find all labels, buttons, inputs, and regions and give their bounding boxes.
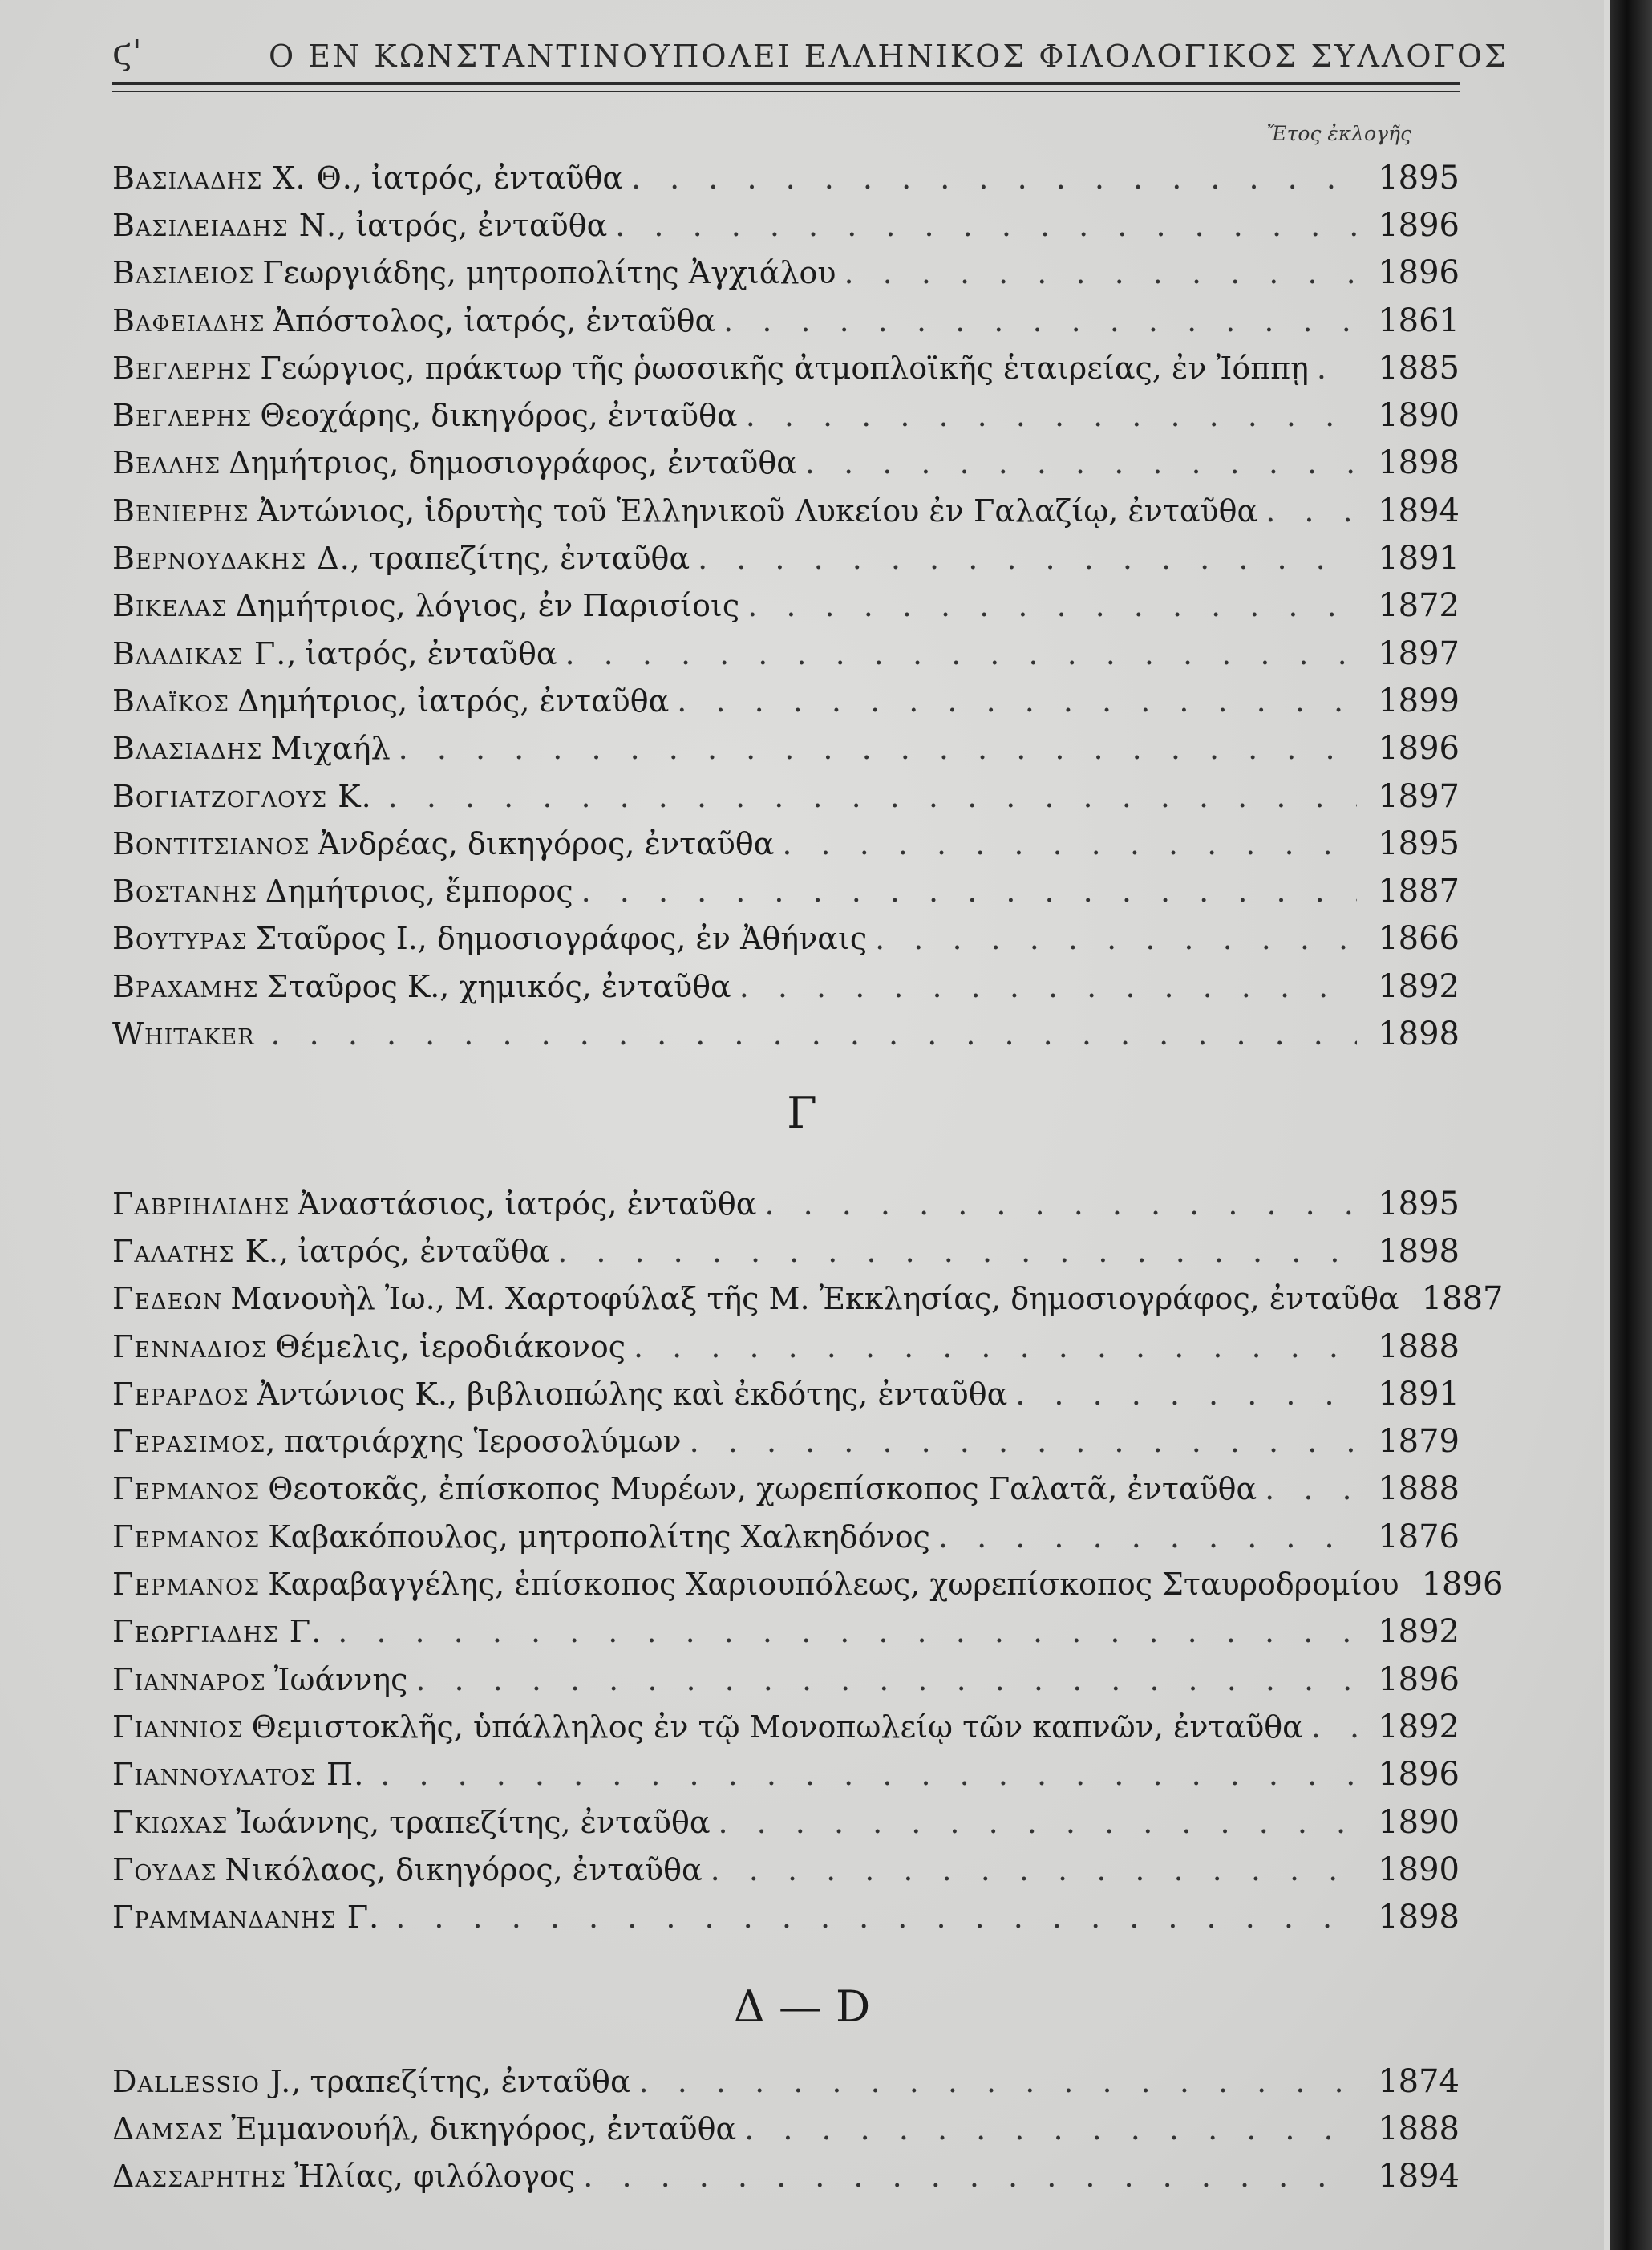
member-name: Γερασιμος, (112, 1424, 277, 1460)
election-year: 1888 (1378, 2110, 1460, 2147)
dot-leader (805, 445, 1357, 480)
list-item (112, 1370, 1460, 1417)
list-item (112, 2057, 1460, 2105)
member-list-section-b (112, 154, 1460, 1058)
member-description: Μιχαήλ (270, 731, 391, 767)
list-item (112, 1227, 1460, 1275)
dot-leader (1265, 1471, 1357, 1506)
election-year: 1897 (1378, 634, 1460, 672)
member-name: Dallessio J., (112, 2063, 302, 2099)
list-item (112, 867, 1460, 914)
election-year: 1895 (1378, 159, 1460, 197)
member-description: Καβακόπουλος, μητροπολίτης Χαλκηδόνος (268, 1518, 930, 1555)
member-name: Βοντιτσιανος (112, 825, 310, 861)
list-item (112, 344, 1460, 391)
member-list-section-d (112, 2057, 1460, 2200)
election-year: 1887 (1378, 873, 1460, 910)
election-year: 1892 (1378, 967, 1460, 1005)
member-description: Ἰωάννης (273, 1661, 408, 1697)
dot-leader (723, 303, 1357, 339)
dot-leader (739, 969, 1357, 1004)
list-item (112, 1560, 1504, 1607)
election-year: 1866 (1378, 920, 1460, 958)
member-name: Γιαννουλατος Π. (112, 1757, 365, 1793)
election-year: 1887 (1421, 1280, 1504, 1318)
list-item (112, 677, 1460, 724)
member-name: Γερμανος (112, 1471, 261, 1507)
member-name: Γεδεων (112, 1281, 223, 1317)
list-item (112, 1323, 1460, 1370)
list-item (112, 1513, 1460, 1560)
election-year: 1888 (1378, 1328, 1460, 1365)
member-name: Γενναδιος (112, 1328, 268, 1364)
election-year: 1894 (1378, 492, 1460, 529)
member-name: Δαμσας (112, 2110, 224, 2147)
dot-leader (747, 588, 1357, 623)
member-name: Βουτυρας (112, 921, 248, 957)
member-description: Δημήτριος, λόγιος, ἐν Παρισίοις (235, 588, 740, 624)
member-description: Ἠλίας, φιλόλογος (294, 2159, 576, 2195)
header-rule-thick (112, 82, 1460, 85)
election-year: 1890 (1378, 1803, 1460, 1841)
member-name: Βραχαμης (112, 968, 259, 1004)
election-year: 1891 (1378, 1375, 1460, 1413)
member-description: ἰατρός, ἐνταῦθα (298, 1233, 550, 1269)
dot-leader (844, 255, 1357, 290)
member-name: Βικελας (112, 588, 228, 624)
member-description: Γεώργιος, πράκτωρ τῆς ῥωσσικῆς ἀτμοπλοϊκῆς ἑταιρείας, ἐν Ἰόππῃ (260, 350, 1309, 386)
dot-leader (271, 1016, 1357, 1052)
dot-leader (557, 1234, 1357, 1269)
list-item (112, 1466, 1460, 1513)
member-description: Σταῦρος Ι., δημοσιογράφος, ἐν Ἀθήναις (255, 921, 868, 957)
member-description: ἰατρός, ἐνταῦθα (370, 160, 623, 196)
list-item (112, 1893, 1460, 1940)
election-year: 1891 (1378, 540, 1460, 578)
member-name: Βερνουδακης Δ., (112, 541, 361, 577)
election-year: 1897 (1378, 777, 1460, 815)
list-item (112, 1656, 1460, 1703)
election-year: 1892 (1378, 1708, 1460, 1745)
list-item (112, 820, 1460, 867)
member-description: Ἀντώνιος, ἱδρυτὴς τοῦ Ἑλληνικοῦ Λυκείου ἐν Γαλαζίῳ, ἐνταῦθα (257, 493, 1258, 529)
member-name: Δασσαρητης (112, 2159, 286, 2195)
member-description: ἰατρός, ἐνταῦθα (305, 635, 557, 671)
election-year: 1898 (1378, 1232, 1460, 1270)
list-item (112, 1275, 1504, 1323)
dot-leader (338, 1614, 1357, 1649)
member-description: Ἀντώνιος Κ., βιβλιοπώλης καὶ ἐκδότης, ἐνταῦθα (257, 1376, 1008, 1412)
list-item (112, 2153, 1460, 2200)
member-name: Γαβριηλιδης (112, 1186, 290, 1222)
member-list-section-g (112, 1180, 1504, 1941)
list-item (112, 915, 1460, 963)
election-year: 1896 (1378, 206, 1460, 244)
list-item (112, 1417, 1460, 1465)
list-item (112, 1010, 1460, 1057)
member-name: Γερμανος (112, 1518, 261, 1555)
list-item (112, 1608, 1460, 1656)
list-item (112, 772, 1460, 820)
member-name: Βλαϊκος (112, 683, 229, 719)
member-description: ἰατρός, ἐνταῦθα (355, 207, 608, 243)
election-year: 1896 (1378, 1756, 1460, 1794)
election-year: 1879 (1378, 1423, 1460, 1461)
election-year: 1896 (1378, 254, 1460, 292)
dot-leader (875, 921, 1357, 956)
member-name: Γαλατης Κ., (112, 1233, 290, 1269)
election-year: 1896 (1378, 1660, 1460, 1698)
dot-leader (711, 1852, 1357, 1887)
member-description: Θεοτοκᾶς, ἐπίσκοπος Μυρέων, χωρεπίσκοπος Γαλατᾶ, ἐνταῦθα (268, 1471, 1257, 1507)
dot-leader (764, 1186, 1357, 1222)
member-name: Βεγλερης (112, 398, 253, 434)
election-year: 1894 (1378, 2158, 1460, 2195)
section-heading: Γ (787, 1088, 817, 1138)
dot-leader (698, 541, 1357, 576)
list-item (112, 1846, 1460, 1893)
list-item (112, 440, 1460, 487)
member-description: Ἀνδρέας, δικηγόρος, ἐνταῦθα (318, 825, 775, 861)
member-description: Ἀναστάσιος, ἰατρός, ἐνταῦθα (298, 1186, 757, 1222)
member-name: Γεωργιαδης Γ. (112, 1614, 322, 1650)
member-name: Βασιλειος (112, 255, 255, 291)
election-year: 1885 (1378, 349, 1460, 387)
member-description: Δημήτριος, ἔμπορος (265, 874, 573, 910)
dot-leader (639, 2064, 1357, 2099)
dot-leader (718, 1805, 1357, 1840)
list-item (112, 2105, 1460, 2152)
dot-leader (690, 1424, 1357, 1459)
election-year: 1892 (1378, 1613, 1460, 1651)
dot-leader (615, 208, 1357, 243)
running-header (112, 24, 1508, 80)
dot-leader (744, 2111, 1357, 2147)
list-item (112, 725, 1460, 772)
member-description: Θεοχάρης, δικηγόρος, ἐνταῦθα (260, 398, 738, 434)
page-number: ϛ' (112, 32, 142, 73)
list-item (112, 1798, 1460, 1846)
dot-leader (1015, 1376, 1357, 1412)
member-name: Γεραρδος (112, 1376, 249, 1412)
member-description: Μανουὴλ Ἰω., Μ. Χαρτοφύλαξ τῆς Μ. Ἐκκλησίας, δημοσιογράφος, ἐνταῦθα (230, 1281, 1399, 1317)
election-year: 1899 (1378, 682, 1460, 720)
election-year: 1874 (1378, 2062, 1460, 2100)
member-description: Θέμελις, ἱεροδιάκονος (275, 1328, 626, 1364)
dot-leader (677, 683, 1357, 719)
member-description: Δημήτριος, δημοσιογράφος, ἐνταῦθα (229, 445, 797, 481)
member-name: Γερμανος (112, 1567, 261, 1603)
dot-leader (1311, 1709, 1357, 1745)
member-description: πατριάρχης Ἱεροσολύμων (284, 1424, 682, 1460)
election-year: 1895 (1378, 1185, 1460, 1222)
election-year: 1861 (1378, 302, 1460, 339)
member-description: Ἰωάννης, τραπεζίτης, ἐνταῦθα (236, 1804, 711, 1840)
list-item (112, 487, 1460, 534)
member-description: τραπεζίτης, ἐνταῦθα (310, 2063, 631, 2099)
header-rule-thin (112, 91, 1460, 92)
election-year: 1898 (1378, 444, 1460, 482)
member-name: Βεγλερης (112, 350, 253, 386)
member-description: Καραβαγγέλης, ἐπίσκοπος Χαριουπόλεως, χωρεπίσκοπος Σταυροδρομίου (268, 1567, 1399, 1603)
dot-leader (583, 2159, 1357, 2194)
member-description: τραπεζίτης, ἐνταῦθα (368, 541, 690, 577)
running-title: Ο ΕΝ ΚΩΝΣΤΑΝΤΙΝΟΥΠΟΛΕΙ ΕΛΛΗΝΙΚΟΣ ΦΙΛΟΛΟΓΙΚΟΣ ΣΥΛΛΟΓΟΣ (269, 39, 1508, 74)
dot-leader (938, 1519, 1357, 1555)
dot-leader (388, 779, 1357, 814)
column-heading-year: Ἔτος ἐκλογῆς (1266, 122, 1411, 145)
list-item (112, 1180, 1460, 1227)
dot-leader (746, 398, 1357, 433)
member-description: Γεωργιάδης, μητροπολίτης Ἀγχιάλου (262, 255, 836, 291)
member-name: Γουδας (112, 1851, 217, 1887)
dot-leader (415, 1662, 1357, 1697)
dot-leader (631, 160, 1357, 196)
member-name: Γκιωχας (112, 1804, 229, 1840)
dot-leader (395, 1899, 1357, 1935)
dot-leader (782, 826, 1357, 861)
dot-leader (399, 731, 1357, 766)
member-name: Βασιλαδης Χ. Θ., (112, 160, 363, 196)
member-name: Βενιερης (112, 493, 249, 529)
election-year: 1895 (1378, 825, 1460, 862)
election-year: 1888 (1378, 1470, 1460, 1508)
member-name: Βελλης (112, 445, 221, 481)
list-item (112, 1751, 1460, 1798)
dot-leader (565, 636, 1357, 671)
election-year: 1872 (1378, 587, 1460, 625)
election-year: 1890 (1378, 1851, 1460, 1888)
list-item (112, 630, 1460, 677)
member-description: Ἐμμανουήλ, δικηγόρος, ἐνταῦθα (231, 2110, 737, 2147)
member-description: Νικόλαος, δικηγόρος, ἐνταῦθα (225, 1851, 703, 1887)
list-item (112, 154, 1460, 201)
member-name: Βοστανης (112, 874, 257, 910)
dot-leader (634, 1329, 1357, 1364)
election-year: 1898 (1378, 1015, 1460, 1052)
member-description: Ἀπόστολος, ἰατρός, ἐνταῦθα (273, 302, 716, 339)
list-item (112, 582, 1460, 630)
member-description: Δημήτριος, ἰατρός, ἐνταῦθα (237, 683, 670, 719)
election-year: 1896 (1378, 730, 1460, 768)
member-name: Βαφειαδης (112, 302, 265, 339)
election-year: 1896 (1421, 1566, 1504, 1603)
list-item (112, 1703, 1460, 1750)
member-name: Βογιατζογλους Κ. (112, 778, 372, 814)
dot-leader (1265, 493, 1357, 529)
list-item (112, 201, 1460, 249)
dot-leader (380, 1757, 1357, 1792)
election-year: 1898 (1378, 1899, 1460, 1936)
election-year: 1876 (1378, 1518, 1460, 1555)
member-name: Γραμμανδανης Γ. (112, 1899, 380, 1936)
section-heading: Δ — D (733, 1981, 871, 2032)
list-item (112, 297, 1460, 344)
member-name: Γιανναρος (112, 1661, 266, 1697)
member-name: Whitaker (112, 1016, 255, 1052)
dot-leader (1317, 351, 1357, 386)
member-name: Βασιλειαδης Ν., (112, 207, 348, 243)
page-edge-shadow (1610, 0, 1652, 2250)
member-description: Σταῦρος Κ., χημικός, ἐνταῦθα (266, 968, 731, 1004)
list-item (112, 963, 1460, 1010)
list-item (112, 249, 1460, 297)
member-name: Γιαννιος (112, 1709, 244, 1745)
member-name: Βλασιαδης (112, 731, 263, 767)
list-item (112, 534, 1460, 582)
election-year: 1890 (1378, 397, 1460, 435)
dot-leader (581, 874, 1357, 909)
member-description: Θεμιστοκλῆς, ὑπάλληλος ἐν τῷ Μονοπωλείῳ τῶν καπνῶν, ἐνταῦθα (251, 1709, 1303, 1745)
list-item (112, 391, 1460, 439)
member-name: Βλαδικας Γ., (112, 635, 298, 671)
